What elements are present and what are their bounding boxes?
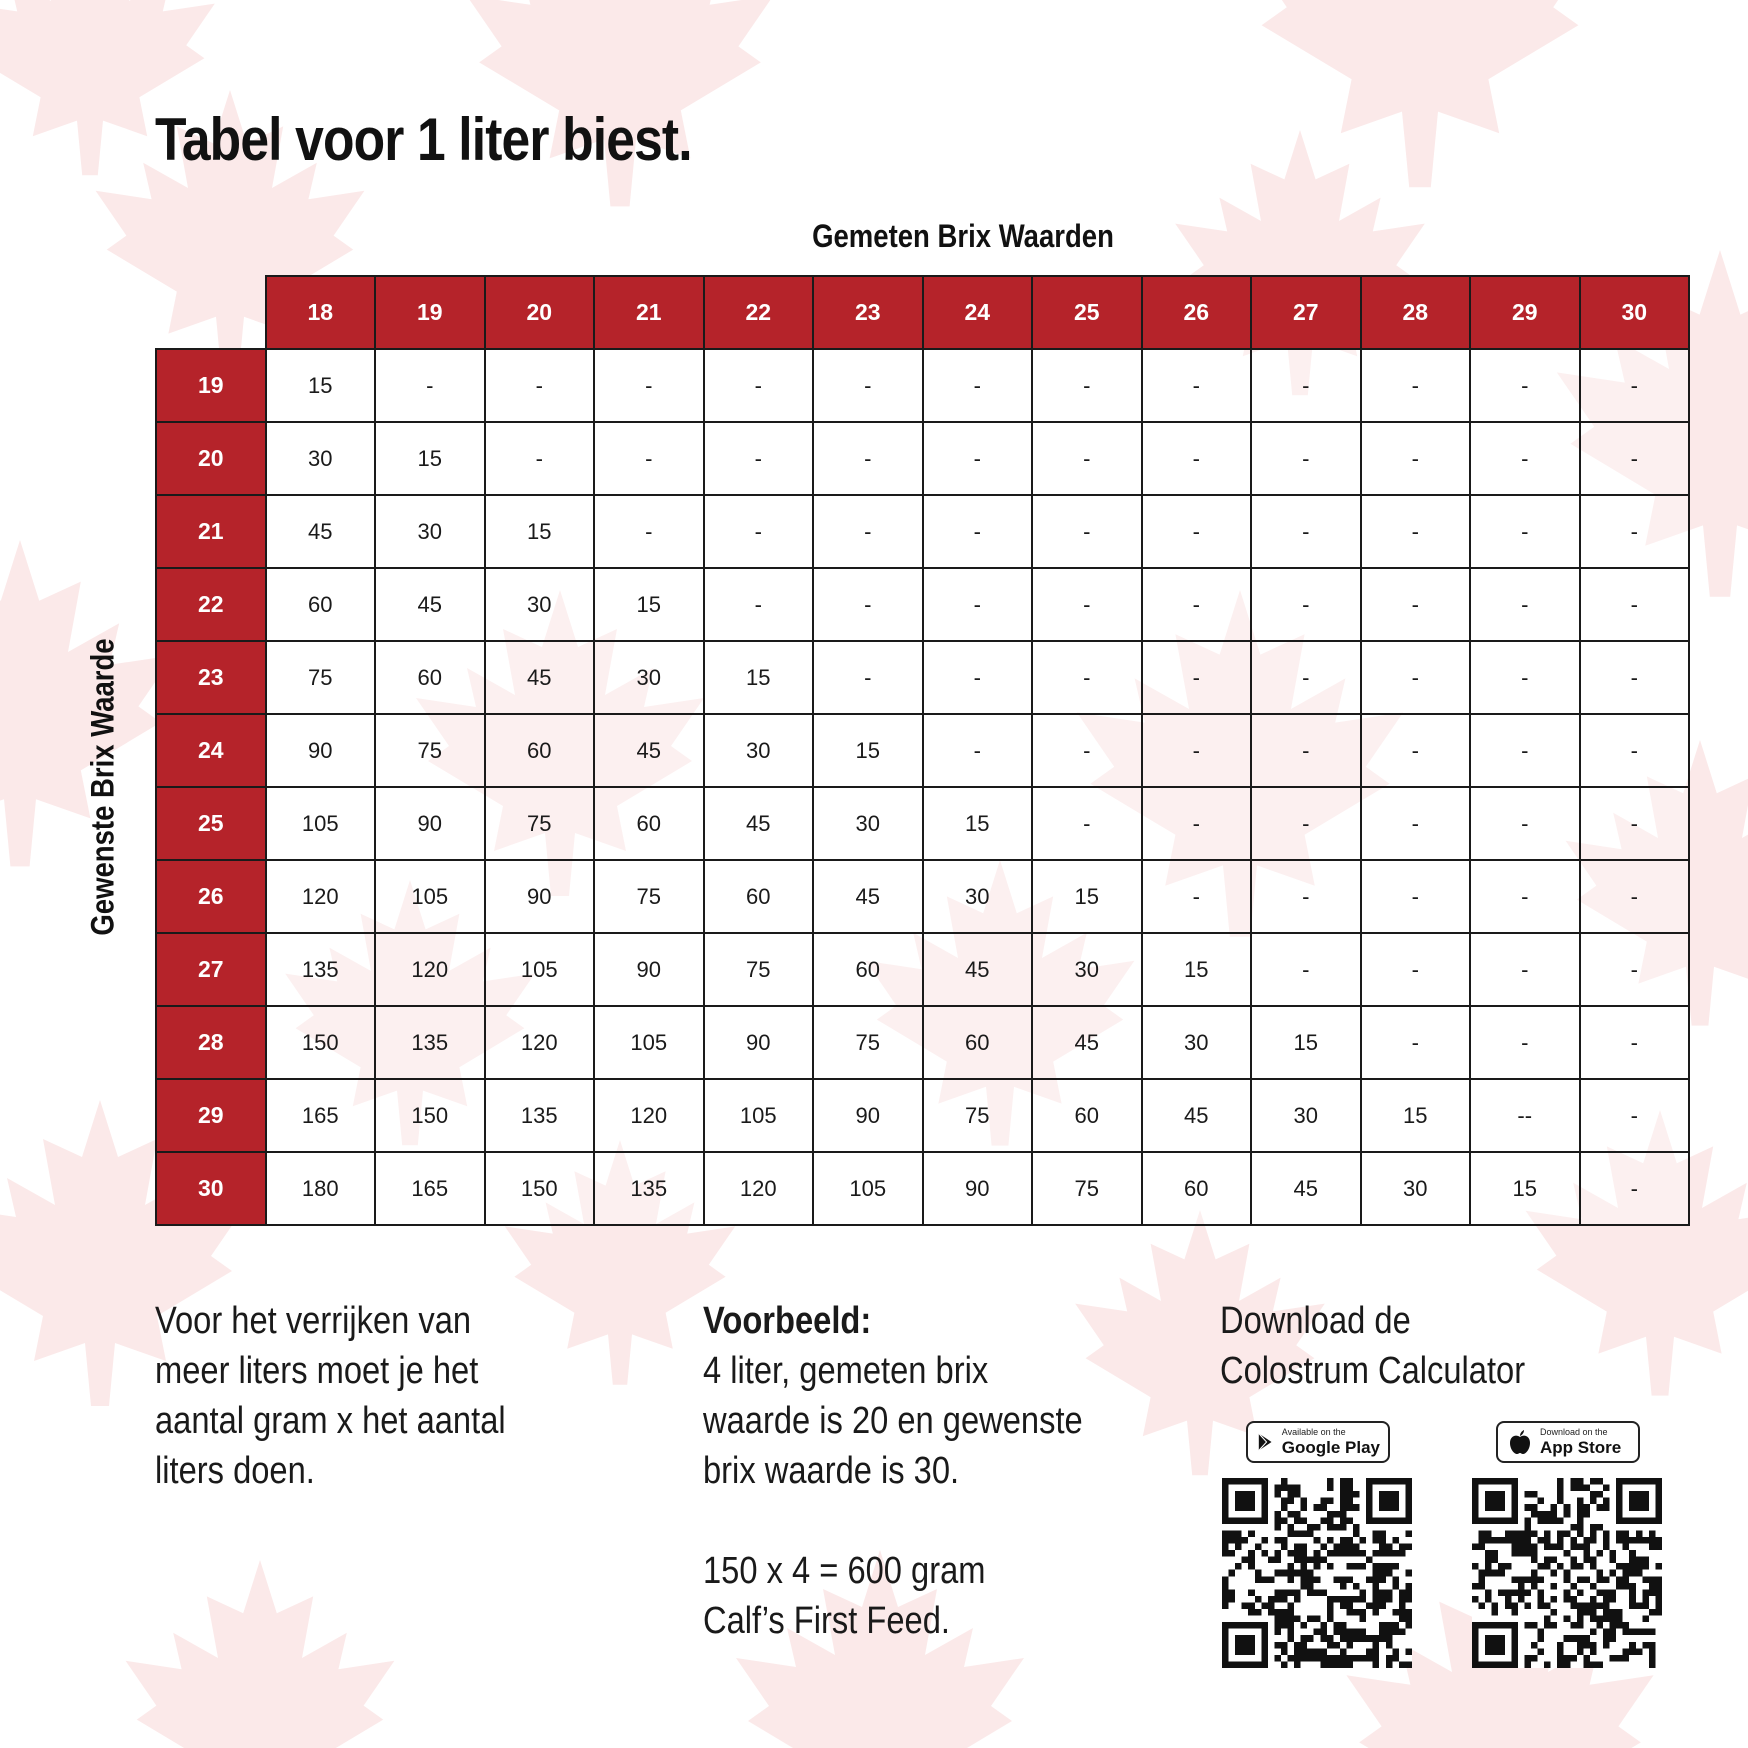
desired-brix-header: 24 [156, 714, 266, 787]
table-cell: 15 [704, 641, 814, 714]
table-cell: 60 [1142, 1152, 1252, 1225]
table-cell: - [1251, 714, 1361, 787]
table-cell: 120 [266, 860, 376, 933]
table-cell: - [1032, 787, 1142, 860]
measured-brix-header: 18 [266, 276, 376, 349]
table-cell: - [1470, 349, 1580, 422]
table-cell: - [1361, 714, 1471, 787]
table-cell: - [1470, 787, 1580, 860]
table-row [156, 933, 1689, 1006]
table-cell: - [1580, 787, 1690, 860]
table-cell: 60 [923, 1006, 1033, 1079]
table-cell: 180 [266, 1152, 376, 1225]
table-cell: - [1142, 568, 1252, 641]
table-cell: 105 [813, 1152, 923, 1225]
table-cell: - [704, 422, 814, 495]
table-cell: 60 [485, 714, 595, 787]
table-cell: 15 [813, 714, 923, 787]
table-cell: 105 [594, 1006, 704, 1079]
table-cell: - [1251, 349, 1361, 422]
table-cell: 15 [1361, 1079, 1471, 1152]
measured-brix-header: 23 [813, 276, 923, 349]
table-cell: 90 [375, 787, 485, 860]
table-row [156, 349, 1689, 422]
table-cell: 30 [923, 860, 1033, 933]
table-row [156, 568, 1689, 641]
table-cell: 45 [375, 568, 485, 641]
table-cell: 90 [266, 714, 376, 787]
table-cell: 30 [266, 422, 376, 495]
desired-brix-header: 19 [156, 349, 266, 422]
table-cell: 150 [485, 1152, 595, 1225]
table-cell: - [1142, 349, 1252, 422]
desired-brix-header: 21 [156, 495, 266, 568]
table-cell: - [1251, 787, 1361, 860]
table-cell: - [1142, 495, 1252, 568]
table-cell: 75 [266, 641, 376, 714]
table-cell: - [1361, 933, 1471, 1006]
desired-brix-header: 26 [156, 860, 266, 933]
example-text [703, 1296, 1083, 1646]
table-cell: - [1580, 422, 1690, 495]
table-cell: - [923, 349, 1033, 422]
app-store-qr-code[interactable] [1472, 1478, 1662, 1668]
table-cell: - [1032, 495, 1142, 568]
table-cell: 120 [485, 1006, 595, 1079]
example-line: brix waarde is 30. [703, 1450, 960, 1492]
table-row [156, 860, 1689, 933]
table-cell: - [1251, 933, 1361, 1006]
table-cell: 15 [594, 568, 704, 641]
table-cell: - [923, 714, 1033, 787]
table-cell: - [1142, 422, 1252, 495]
table-cell: 45 [1142, 1079, 1252, 1152]
table-cell: - [1580, 1006, 1690, 1079]
example-calc-line: 150 x 4 = 600 gram [703, 1550, 986, 1592]
table-cell: - [1580, 568, 1690, 641]
measured-brix-header: 24 [923, 276, 1033, 349]
desired-brix-header: 25 [156, 787, 266, 860]
table-cell: 30 [485, 568, 595, 641]
download-line: Download de [1220, 1300, 1411, 1342]
table-row [156, 1152, 1689, 1225]
table-cell: 60 [813, 933, 923, 1006]
table-cell: - [813, 349, 923, 422]
measured-brix-header: 22 [704, 276, 814, 349]
table-cell: 75 [923, 1079, 1033, 1152]
table-cell: 30 [594, 641, 704, 714]
table-cell: - [1032, 641, 1142, 714]
table-cell: 60 [1032, 1079, 1142, 1152]
table-cell: - [704, 568, 814, 641]
table-cell: - [1361, 495, 1471, 568]
table-corner [156, 276, 266, 349]
info-line: Voor het verrijken van [155, 1300, 472, 1342]
table-cell: - [1361, 787, 1471, 860]
example-heading: Voorbeeld: [703, 1300, 872, 1342]
table-cell: - [1580, 860, 1690, 933]
table-row [156, 1006, 1689, 1079]
table-cell: 75 [1032, 1152, 1142, 1225]
table-cell: 30 [1032, 933, 1142, 1006]
table-cell: - [813, 641, 923, 714]
table-cell: 150 [266, 1006, 376, 1079]
table-cell: 15 [1032, 860, 1142, 933]
measured-brix-header: 19 [375, 276, 485, 349]
example-line: waarde is 20 en gewenste [703, 1400, 1083, 1442]
table-cell: 30 [1361, 1152, 1471, 1225]
column-axis-label: Gemeten Brix Waarden [812, 218, 1114, 254]
desired-brix-header: 29 [156, 1079, 266, 1152]
table-row [156, 714, 1689, 787]
table-cell: - [923, 641, 1033, 714]
table-cell: 135 [594, 1152, 704, 1225]
table-cell: 45 [594, 714, 704, 787]
example-line: 4 liter, gemeten brix [703, 1350, 989, 1392]
table-cell: - [1032, 349, 1142, 422]
table-cell: 75 [813, 1006, 923, 1079]
table-cell: -- [1470, 1079, 1580, 1152]
table-cell: 75 [704, 933, 814, 1006]
table-cell: - [1251, 860, 1361, 933]
table-cell: - [1142, 714, 1252, 787]
table-cell: 45 [1251, 1152, 1361, 1225]
table-cell: - [1470, 933, 1580, 1006]
desired-brix-header: 30 [156, 1152, 266, 1225]
table-cell: 45 [266, 495, 376, 568]
measured-brix-header: 25 [1032, 276, 1142, 349]
table-cell: 60 [375, 641, 485, 714]
google-play-label: Google Play [1281, 1438, 1380, 1457]
table-cell: 120 [594, 1079, 704, 1152]
table-cell: 30 [1251, 1079, 1361, 1152]
table-cell: - [594, 349, 704, 422]
table-cell: - [1580, 349, 1690, 422]
table-cell: 15 [923, 787, 1033, 860]
table-cell: - [1361, 1006, 1471, 1079]
table-row [156, 1079, 1689, 1152]
table-cell: - [594, 422, 704, 495]
table-cell: 45 [923, 933, 1033, 1006]
measured-brix-header: 30 [1580, 276, 1690, 349]
table-cell: - [813, 568, 923, 641]
table-cell: 45 [813, 860, 923, 933]
app-store-badge[interactable] [1496, 1421, 1640, 1463]
download-line: Colostrum Calculator [1220, 1350, 1526, 1392]
table-cell: - [1580, 641, 1690, 714]
google-play-qr-code[interactable] [1222, 1478, 1412, 1668]
table-row [156, 641, 1689, 714]
table-cell: 75 [485, 787, 595, 860]
measured-brix-header: 27 [1251, 276, 1361, 349]
table-cell: - [1580, 495, 1690, 568]
table-cell: 30 [704, 714, 814, 787]
info-line: liters doen. [155, 1450, 315, 1492]
table-cell: 15 [1251, 1006, 1361, 1079]
table-cell: 135 [485, 1079, 595, 1152]
header-row [156, 276, 1689, 349]
table-cell: 135 [375, 1006, 485, 1079]
table-cell: 90 [813, 1079, 923, 1152]
example-calc-line: Calf’s First Feed. [703, 1600, 950, 1642]
table-cell: - [1470, 1006, 1580, 1079]
table-cell: - [1470, 860, 1580, 933]
app-store-label: App Store [1540, 1438, 1622, 1457]
brix-table [155, 275, 1690, 1226]
table-cell: - [1032, 422, 1142, 495]
table-cell: 105 [375, 860, 485, 933]
table-cell: 75 [594, 860, 704, 933]
desired-brix-header: 22 [156, 568, 266, 641]
apple-icon [1506, 1428, 1534, 1456]
measured-brix-header: 29 [1470, 276, 1580, 349]
table-cell: 105 [266, 787, 376, 860]
measured-brix-header: 26 [1142, 276, 1252, 349]
table-cell: - [1580, 1079, 1690, 1152]
table-cell: - [1470, 568, 1580, 641]
table-row [156, 495, 1689, 568]
table-cell: 45 [485, 641, 595, 714]
table-cell: - [704, 495, 814, 568]
desired-brix-header: 27 [156, 933, 266, 1006]
desired-brix-header: 20 [156, 422, 266, 495]
measured-brix-header: 28 [1361, 276, 1471, 349]
table-cell: - [1361, 422, 1471, 495]
table-cell: - [923, 422, 1033, 495]
measured-brix-header: 21 [594, 276, 704, 349]
table-cell: 45 [704, 787, 814, 860]
table-row [156, 787, 1689, 860]
table-cell: 30 [813, 787, 923, 860]
google-play-badge[interactable] [1246, 1421, 1390, 1463]
page-title: Tabel voor 1 liter biest. [155, 106, 692, 173]
table-cell: 15 [1470, 1152, 1580, 1225]
info-line: aantal gram x het aantal [155, 1400, 506, 1442]
table-cell: - [1470, 641, 1580, 714]
table-cell: - [1361, 860, 1471, 933]
desired-brix-header: 28 [156, 1006, 266, 1079]
table-cell: - [1470, 422, 1580, 495]
table-cell: - [1470, 495, 1580, 568]
table-cell: - [1580, 933, 1690, 1006]
table-cell: 45 [1032, 1006, 1142, 1079]
table-cell: 60 [266, 568, 376, 641]
table-cell: - [1251, 568, 1361, 641]
table-cell: 90 [485, 860, 595, 933]
table-cell: 90 [594, 933, 704, 1006]
table-cell: 15 [266, 349, 376, 422]
desired-brix-header: 23 [156, 641, 266, 714]
table-cell: - [1470, 714, 1580, 787]
table-cell: - [923, 495, 1033, 568]
table-cell: - [813, 495, 923, 568]
table-cell: 165 [266, 1079, 376, 1152]
table-cell: 15 [375, 422, 485, 495]
table-cell: 165 [375, 1152, 485, 1225]
table-cell: - [923, 568, 1033, 641]
table-cell: - [1251, 641, 1361, 714]
table-cell: - [1032, 714, 1142, 787]
table-cell: 105 [485, 933, 595, 1006]
table-cell: - [1251, 495, 1361, 568]
table-cell: - [485, 422, 595, 495]
table-cell: - [1580, 714, 1690, 787]
info-line: meer liters moet je het [155, 1350, 479, 1392]
table-cell: 15 [485, 495, 595, 568]
table-row [156, 422, 1689, 495]
table-cell: - [1580, 1152, 1690, 1225]
table-cell: 90 [923, 1152, 1033, 1225]
table-cell: 105 [704, 1079, 814, 1152]
table-cell: - [1142, 641, 1252, 714]
table-cell: - [1361, 349, 1471, 422]
table-cell: 15 [1142, 933, 1252, 1006]
table-cell: 75 [375, 714, 485, 787]
table-cell: - [813, 422, 923, 495]
row-axis-label: Gewenste Brix Waarde [84, 638, 121, 936]
table-cell: 30 [375, 495, 485, 568]
google-play-small-text: Available on the [1281, 1427, 1346, 1437]
table-cell: 150 [375, 1079, 485, 1152]
table-cell: - [485, 349, 595, 422]
app-store-small-text: Download on the [1540, 1427, 1608, 1437]
table-cell: - [1032, 568, 1142, 641]
table-cell: - [1142, 787, 1252, 860]
table-cell: - [704, 349, 814, 422]
table-cell: 120 [704, 1152, 814, 1225]
table-cell: - [1361, 641, 1471, 714]
table-cell: 60 [594, 787, 704, 860]
google-play-icon [1256, 1428, 1276, 1456]
table-cell: - [375, 349, 485, 422]
table-cell: 120 [375, 933, 485, 1006]
info-text [155, 1296, 506, 1496]
table-cell: 60 [704, 860, 814, 933]
measured-brix-header: 20 [485, 276, 595, 349]
table-cell: 30 [1142, 1006, 1252, 1079]
table-cell: - [1251, 422, 1361, 495]
table-cell: - [594, 495, 704, 568]
download-text [1220, 1296, 1525, 1396]
table-cell: - [1142, 860, 1252, 933]
table-cell: 90 [704, 1006, 814, 1079]
table-cell: - [1361, 568, 1471, 641]
table-cell: 135 [266, 933, 376, 1006]
